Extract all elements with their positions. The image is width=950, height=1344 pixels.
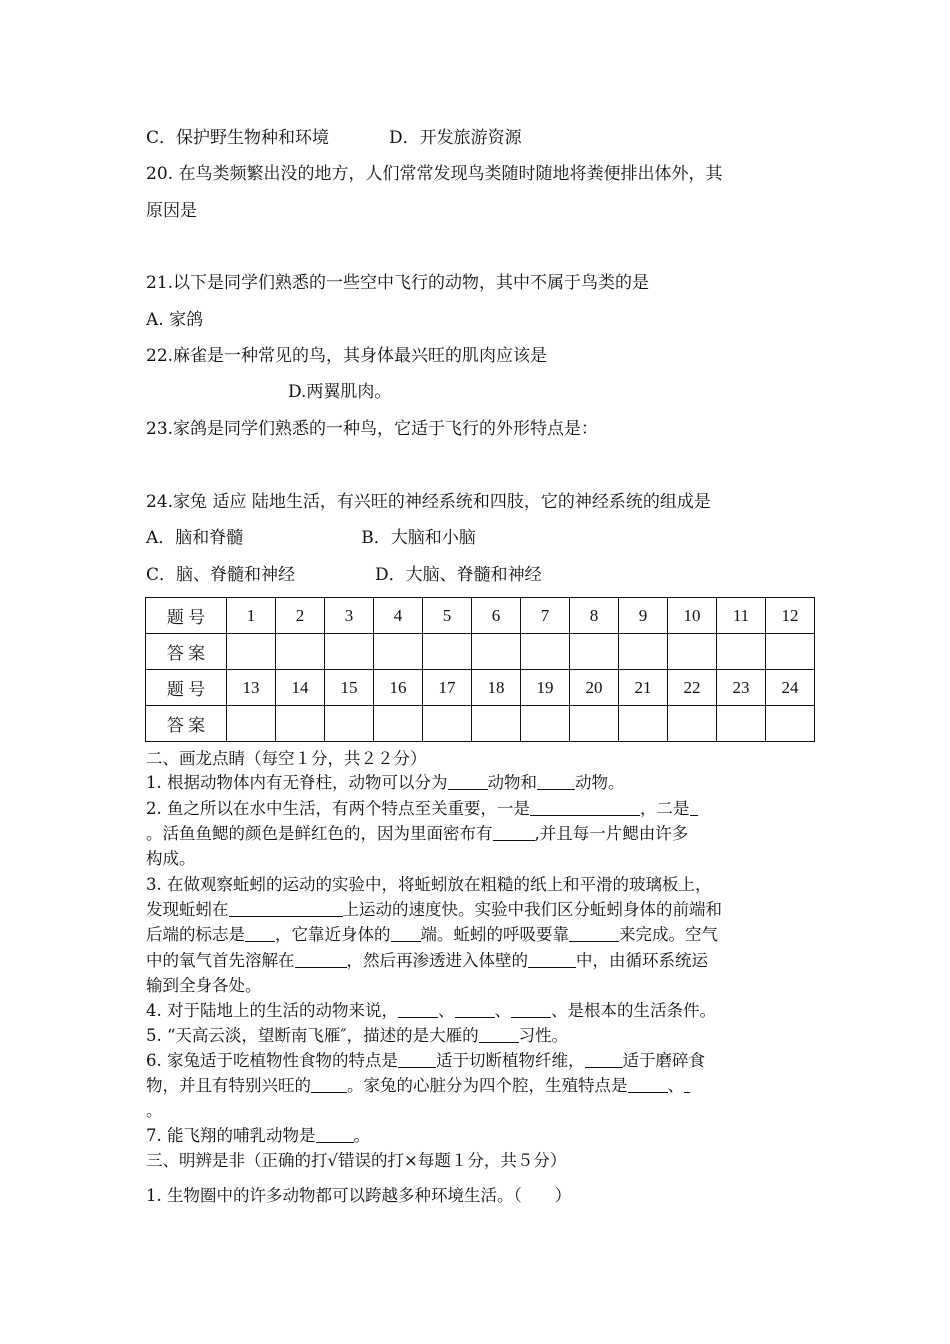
answer-blank[interactable] [690,799,698,816]
number-cell: 6 [472,598,521,634]
answer-cell[interactable] [668,634,717,670]
s2-item2-line1: 2. 鱼之所以在水中生活，有两个特点至关重要，一是 ，二是 [146,798,698,820]
answer-cell[interactable] [717,634,766,670]
answer-blank[interactable] [295,951,347,968]
number-cell: 11 [717,598,766,634]
answer-cell[interactable] [472,706,521,742]
number-cell: 12 [766,598,815,634]
answer-blank[interactable] [448,773,488,790]
s3-item1: 1. 生物圈中的许多动物都可以跨越多种环境生活。（ ） [146,1186,572,1205]
q22-stem: 22.麻雀是一种常见的鸟，其身体最兴旺的肌肉应该是 [146,346,548,366]
number-cell: 18 [472,670,521,706]
answer-blank[interactable] [311,1076,347,1093]
answer-blank[interactable] [479,1026,519,1043]
q19-option-c: C．保护野生物种和环境 [146,128,330,148]
section2-title: 二、画龙点睛（每空１分，共２２分） [146,749,427,768]
number-cell: 15 [325,670,374,706]
s2-item3-line3: 后端的标志是 ，它靠近身体的 端。蚯蚓的呼吸要靠 来完成。空气 [146,925,718,944]
answer-blank[interactable] [585,1051,623,1068]
answer-cell[interactable] [766,634,815,670]
answer-blank[interactable] [316,1126,354,1143]
number-cell: 8 [570,598,619,634]
answer-cell[interactable] [472,634,521,670]
s2-item6-line1: 6. 家兔适于吃植物性食物的特点是 适于切断植物纤维， 适于磨碎食 [146,1051,705,1070]
q19-option-d: D．开发旅游资源 [389,128,522,148]
q21-stem: 21.以下是同学们熟悉的一些空中飞行的动物，其中不属于鸟类的是 [146,273,650,293]
s2-item2-line3: 构成。 [146,849,196,868]
answer-blank[interactable] [569,925,619,942]
answer-blank[interactable] [528,951,576,968]
s2-item2-line2: 。活鱼鱼鳃的颜色是鲜红色的，因为里面密布有 ,并且每一片鳃由许多 [146,824,689,843]
number-cell: 3 [325,598,374,634]
q23-stem: 23.家鸽是同学们熟悉的一种鸟，它适于飞行的外形特点是： [146,419,599,439]
q24-option-b: B．大脑和小脑 [361,528,476,548]
answer-blank[interactable] [530,799,640,816]
answer-cell[interactable] [227,706,276,742]
number-cell: 10 [668,598,717,634]
table-row-numbers-2 [146,670,815,706]
answer-cell[interactable] [374,634,423,670]
number-cell: 13 [227,670,276,706]
number-cell: 1 [227,598,276,634]
answer-cell[interactable] [717,706,766,742]
number-cell: 14 [276,670,325,706]
s2-item1: 1. 根据动物体内有无脊柱，动物可以分为 动物和 动物。 [146,773,625,792]
q24-options-ab [146,527,476,549]
answer-blank[interactable] [537,773,575,790]
answer-blank[interactable] [684,1076,690,1093]
q20-line1: 20. 在鸟类频繁出没的地方，人们常常发现鸟类随时随地将粪便排出体外，其 [146,164,723,184]
q19-options-line [146,127,522,149]
number-cell: 19 [521,670,570,706]
s2-item3-line5: 输到全身各处。 [146,976,262,995]
s2-item6-line2: 物，并且有特别兴旺的 。家兔的心脏分为四个腔，生殖特点是 、 [146,1075,690,1097]
q24-option-d: D．大脑、脊髓和神经 [375,565,542,585]
s2-item4: 4. 对于陆地上的生活的动物来说， 、 、 、是根本的生活条件。 [146,1001,716,1020]
number-cell: 21 [619,670,668,706]
q24-option-c: C．脑、脊髓和神经 [146,565,296,585]
answer-cell[interactable] [521,706,570,742]
label-answer: 答 案 [146,706,227,742]
q24-option-a: A．脑和脊髓 [146,528,244,548]
number-cell: 17 [423,670,472,706]
answer-cell[interactable] [423,706,472,742]
answer-cell[interactable] [423,634,472,670]
number-cell: 5 [423,598,472,634]
table-row-answers-2 [146,706,815,742]
s2-item7: 7. 能飞翔的哺乳动物是 。 [146,1126,370,1145]
number-cell: 4 [374,598,423,634]
answer-cell[interactable] [325,706,374,742]
label-number: 题 号 [146,598,227,634]
table-row-answers-1 [146,634,815,670]
answer-cell[interactable] [276,706,325,742]
s2-item5: 5. “天高云淡，望断南飞雁″，描述的是大雁的 习性。 [146,1026,569,1045]
answer-cell[interactable] [374,706,423,742]
answer-cell[interactable] [227,634,276,670]
answer-cell[interactable] [766,706,815,742]
answer-cell[interactable] [570,634,619,670]
q21-option-a: A. 家鸽 [146,310,204,330]
answer-cell[interactable] [619,634,668,670]
answer-cell[interactable] [619,706,668,742]
q22-option-d: D.两翼肌肉。 [288,382,392,402]
table-row-numbers-1 [146,598,815,634]
answer-cell[interactable] [521,634,570,670]
answer-blank[interactable] [229,900,343,917]
label-number: 题 号 [146,670,227,706]
section3-title: 三、明辨是非（正确的打√错误的打×每题１分，共５分） [146,1151,567,1170]
answer-blank[interactable] [511,1001,551,1018]
answer-blank[interactable] [391,925,421,942]
number-cell: 2 [276,598,325,634]
number-cell: 7 [521,598,570,634]
s2-item3-line1: 3. 在做观察蚯蚓的运动的实验中，将蚯蚓放在粗糙的纸上和平滑的玻璃板上， [146,875,712,894]
answer-cell[interactable] [276,634,325,670]
q24-options-cd [146,564,542,586]
q24-stem: 24.家兔 适应 陆地生活，有兴旺的神经系统和四肢，它的神经系统的组成是 [146,492,711,512]
label-answer: 答 案 [146,634,227,670]
answer-blank[interactable] [398,1051,436,1068]
number-cell: 24 [766,670,815,706]
answer-blank[interactable] [398,1001,438,1018]
s2-item3-line2: 发现蚯蚓在 上运动的速度快。实验中我们区分蚯蚓身体的前端和 [146,900,722,919]
number-cell: 9 [619,598,668,634]
answer-cell[interactable] [325,634,374,670]
number-cell: 23 [717,670,766,706]
q20-line2: 原因是 [146,201,197,221]
answer-blank[interactable] [245,925,275,942]
s2-item6-line3: 。 [146,1101,163,1120]
answer-blank[interactable] [628,1076,668,1093]
answer-cell[interactable] [668,706,717,742]
answer-blank[interactable] [455,1001,495,1018]
number-cell: 20 [570,670,619,706]
answer-blank[interactable] [493,824,535,841]
number-cell: 16 [374,670,423,706]
answer-cell[interactable] [570,706,619,742]
number-cell: 22 [668,670,717,706]
s2-item3-line4: 中的氧气首先溶解在 ，然后再渗透进入体壁的 中，由循环系统运 [146,951,708,970]
answer-table [145,597,815,742]
